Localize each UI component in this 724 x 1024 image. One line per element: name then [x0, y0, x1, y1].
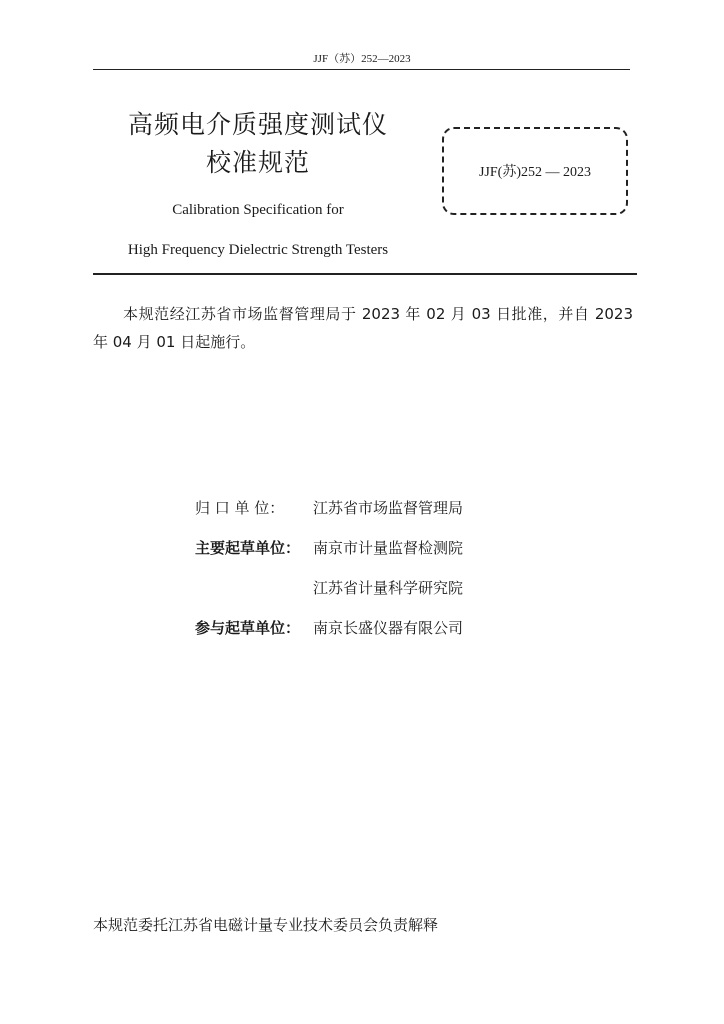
unit-row-responsible — [195, 495, 615, 535]
approval-statement: 本规范经江苏省市场监督管理局于 2023 年 02 月 03 日批准，并自 2023 年 04 月 01 日起施行。 — [93, 305, 633, 351]
title-cn-line1: 高频电介质强度测试仪 — [127, 110, 388, 139]
unit-row-main-drafter-2 — [195, 575, 615, 615]
title-en-line2: High Frequency Dielectric Strength Testers — [127, 242, 389, 258]
specification-code: JJF(苏)252 — 2023 — [478, 165, 591, 180]
title-en-line1: Calibration Specification for — [172, 202, 344, 218]
drafting-units — [195, 495, 615, 655]
unit-value: 江苏省市场监督管理局 — [313, 499, 464, 517]
unit-row-main-drafter — [195, 535, 615, 575]
specification-code-box — [442, 127, 628, 215]
page-header-code: JJF（苏）252—2023 — [313, 53, 411, 65]
unit-value: 江苏省计量科学研究院 — [313, 579, 464, 597]
unit-label: 归 口 单 位： — [195, 499, 285, 517]
title-divider — [93, 273, 637, 275]
title-cn-line2: 校准规范 — [205, 148, 310, 177]
unit-label: 主要起草单位： — [195, 539, 301, 557]
unit-label — [195, 575, 313, 615]
unit-value: 南京市计量监督检测院 — [313, 539, 464, 557]
interpretation-note: 本规范委托江苏省电磁计量专业技术委员会负责解释 — [93, 916, 439, 934]
title-block — [93, 106, 423, 260]
unit-label: 参与起草单位： — [195, 619, 301, 637]
unit-row-participating-drafter — [195, 615, 615, 655]
unit-value: 南京长盛仪器有限公司 — [313, 619, 464, 637]
header-divider — [93, 69, 630, 70]
